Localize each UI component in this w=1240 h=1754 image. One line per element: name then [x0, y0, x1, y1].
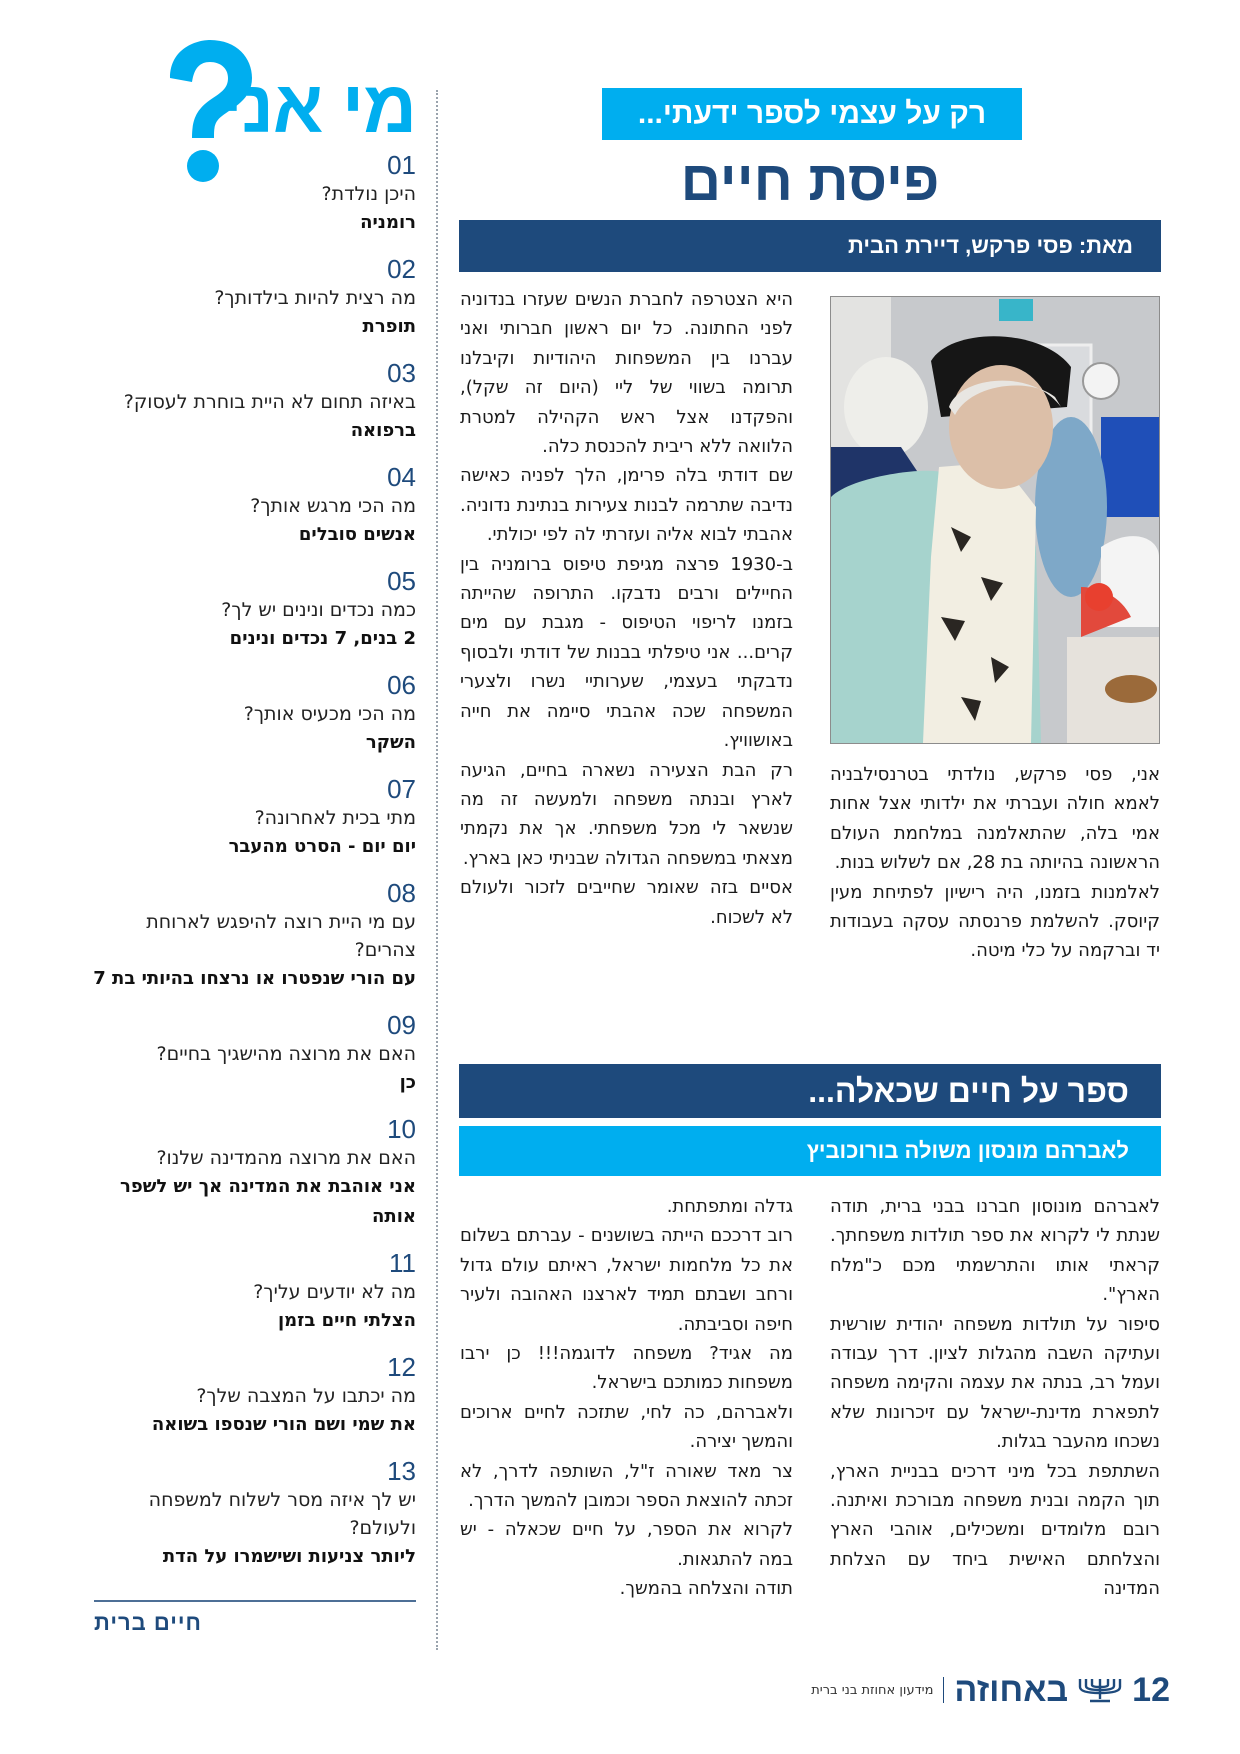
paragraph: ולאברהם, כה לחי, שתזכה לחיים ארוכים והמשך יצירה. — [460, 1401, 793, 1453]
qa-question: באיזה תחום לא היית בוחרת לעסוק? — [123, 391, 416, 413]
section-title-bar — [459, 1064, 1161, 1118]
page-footer — [780, 1668, 1170, 1712]
qa-list — [86, 150, 416, 1588]
qa-answer: עם הורי שנפטרו או נרצחו בהיותי בת 7 — [93, 968, 416, 989]
qa-answer: אנשים סובלים — [298, 524, 416, 545]
qa-number: 02 — [387, 254, 416, 284]
article1-column-left — [460, 285, 793, 932]
qa-number: 10 — [387, 1114, 416, 1144]
byline-text: מאת: פסי פרקש, דיירת הבית — [848, 233, 1133, 258]
qa-number: 04 — [387, 462, 416, 492]
qa-answer: ברפואה — [350, 420, 416, 441]
sidebar-title: מי אני — [220, 65, 416, 148]
article-kicker: רק על עצמי לספר ידעתי... — [602, 88, 1022, 140]
qa-item — [86, 1010, 416, 1098]
paragraph: השתתפת בכל מיני דרכים בבניית הארץ, תוך הקמה ובנית משפחה מבורכת ואיתנה. רובם מלומדים ומשכילים, אוהבי הארץ והצלחתם האישית ביחד עם הצלחת המדינה — [830, 1460, 1160, 1600]
paragraph: שם דודתי בלה פרימן, הלך לפניה כאישה נדיבה שתרמה לבנות צעירות בנתינת נדוניה. אהבתי לבוא אליה ועזרתי לה לפי יכולתי. — [460, 465, 793, 546]
qa-number: 11 — [389, 1248, 416, 1278]
qa-number: 07 — [387, 774, 416, 804]
qa-answer: ליותר צניעות ושישמרו על הדת — [162, 1546, 416, 1567]
qa-item — [86, 774, 416, 862]
paragraph: ב-1930 פרצה מגיפת טיפוס ברומניה בין החיילים ורבים נדבקו. התרופה שהייתה בזמנו לריפוי הטיפוס - מגבת עם מים קרים... אני טיפלתי בבנות של דודתי ולבסוף נדבקתי בעצמי, שערותיי נשרו ולצערי המשפחה שכה אהבתי סיימה את חייה באושוויץ. — [460, 553, 793, 752]
article-byline — [459, 220, 1161, 272]
qa-item — [86, 462, 416, 550]
qa-item — [86, 1456, 416, 1572]
qa-item — [86, 1114, 416, 1232]
article1-column-right — [830, 760, 1160, 966]
qa-question: היכן נולדת? — [321, 183, 416, 205]
portrait-image — [831, 297, 1159, 743]
qa-answer: אני אוהבת את המדינה אך יש לשפר אותה — [120, 1176, 416, 1227]
paragraph: אני, פסי פרקש, נולדתי בטרנסילבניה לאמא חולה ועברתי את ילדותי אצל אחות אמי בלה, שהתאלמנה במלחמת העולם הראשונה בהיותה בת 28, אם לשלוש בנות. — [830, 764, 1160, 874]
qa-answer: תופרת — [362, 316, 416, 337]
paragraph: רק הבת הצעירה נשארה בחיים, הגיעה לארץ ובנתה משפחה ולמעשה זה מה שנשאר לי מכל משפחתי. אך את נקמתי מצאתי במשפחה הגדולה שבניתי כאן בארץ. — [460, 759, 793, 869]
qa-question: כמה נכדים ונינים יש לך? — [221, 599, 416, 621]
qa-question: יש לך איזה מסר לשלוח למשפחה ולעולם? — [148, 1489, 416, 1539]
qa-question: מה הכי מרגש אותך? — [250, 495, 416, 517]
qa-answer: כן — [399, 1072, 416, 1093]
paragraph: לאברהם מונוסון חברנו בבני ברית, תודה שנתת לי לקרוא את ספר תולדות משפחתך. קראתי אותו והתרשמתי מכם כ"מלח הארץ". — [830, 1196, 1160, 1306]
qa-number: 01 — [387, 150, 416, 180]
qa-answer: יום יום - הסרט מהעבר — [228, 836, 416, 857]
qa-item — [86, 670, 416, 758]
who-am-i-sidebar — [92, 30, 416, 1670]
footer-separator — [943, 1677, 944, 1703]
qa-question: מה רצית להיות בילדותך? — [214, 287, 416, 309]
qa-item — [86, 150, 416, 238]
menorah-icon — [1078, 1677, 1122, 1703]
qa-question: מה הכי מכעיס אותך? — [243, 703, 416, 725]
qa-question: עם מי היית רוצה להיפגש לארוחת צהרים? — [146, 911, 416, 961]
paragraph: מה אגיד? משפחה לדוגמה!!! כן ירבו משפחות כמותכם בישראל. — [460, 1343, 793, 1394]
paragraph: תודה והצלחה בהמשך. — [619, 1578, 793, 1600]
qa-question: מה יכתבו על המצבה שלך? — [196, 1385, 416, 1407]
qa-number: 05 — [387, 566, 416, 596]
section-title: ספר על חיים שכאלה... — [808, 1072, 1129, 1109]
qa-item — [86, 1248, 416, 1336]
column-divider — [436, 90, 438, 1650]
qa-number: 06 — [387, 670, 416, 700]
qa-item — [86, 566, 416, 654]
qa-item — [86, 1352, 416, 1440]
section-subtitle-bar — [459, 1126, 1161, 1176]
paragraph: אסיים בזה שאומר שחייבים לזכור ולעולם לא לשכוח. — [460, 877, 793, 928]
qa-item — [86, 254, 416, 342]
magazine-brand: באחוזה — [954, 1670, 1069, 1709]
section-subtitle: לאברהם מונסון משולה בורוכוביץ — [806, 1138, 1129, 1163]
sidebar-divider — [94, 1600, 416, 1602]
paragraph: לקרוא את הספר, על חיים שכאלה - יש במה להתגאות. — [460, 1519, 793, 1570]
qa-question: האם את מרוצה מהמדינה שלנו? — [156, 1147, 416, 1169]
portrait-photo — [830, 296, 1160, 744]
article2-column-right — [830, 1192, 1160, 1604]
paragraph: גדלה ומתפתחת. — [666, 1196, 793, 1217]
paragraph: רוב דרככם הייתה בשושנים - עברתם בשלום את כל מלחמות ישראל, ראיתם עולם גדול ורחב ושבתם תמיד לארצנו האהובה ולעיר חיפה וסביבתה. — [460, 1225, 793, 1335]
paragraph: לאלמנות בזמנו, היה רישיון לפתיחת מעין קיוסק. להשלמת פרנסתה עסקה בעבודות יד וברקמה על כלי מיטה. — [830, 881, 1160, 962]
qa-number: 12 — [387, 1352, 416, 1382]
qa-item — [86, 878, 416, 994]
qa-question: מתי בכית לאחרונה? — [254, 807, 416, 829]
qa-question: האם את מרוצה מהישגיך בחיים? — [156, 1043, 416, 1065]
page-number: 12 — [1132, 1670, 1170, 1709]
qa-question: מה לא יודעים עליך? — [253, 1281, 416, 1303]
qa-answer: 2 בנים, 7 נכדים ונינים — [229, 628, 416, 649]
qa-answer: את שמי ושם הורי שנספו בשואה — [151, 1414, 416, 1435]
paragraph: צר מאד שאורה ז"ל, השותפה לדרך, לא זכתה להוצאת הספר וכמובן להמשך הדרך. — [460, 1460, 793, 1512]
qa-answer: הצלתי חיים בזמן — [277, 1310, 416, 1331]
bnai-brith-logo: חיים ברית — [94, 1610, 202, 1635]
article2-column-left — [460, 1192, 793, 1604]
paragraph: היא הצטרפה לחברת הנשים שעזרו בנדוניה לפני החתונה. כל יום ראשון חברותי ואני עברנו בין המשפחות היהודיות וקיבלנו תרומה בשווי של ליי (היום זה שקל), והפקדנו אצל ראש הקהילה למטרת הלוואה ללא ריבית להכנסת כלה. — [460, 289, 793, 458]
qa-number: 09 — [387, 1010, 416, 1040]
qa-number: 13 — [387, 1456, 416, 1486]
article-headline: פיסת חיים — [680, 149, 940, 212]
qa-number: 08 — [387, 878, 416, 908]
magazine-subtitle: מידעון אחוזת בני ברית — [811, 1682, 934, 1698]
qa-answer: השקר — [365, 732, 416, 753]
qa-answer: רומניה — [360, 212, 416, 233]
qa-item — [86, 358, 416, 446]
qa-number: 03 — [387, 358, 416, 388]
paragraph: סיפור על תולדות משפחה יהודית שורשית ועתיקה השבה מהגלות לציון. דרך עבודה ועמל רב, בנתה את עצמה והקימה משפחה לתפארת מדינת-ישראל עם זיכרונות שלא נשכחו מהעבר בגלות. — [830, 1313, 1160, 1453]
